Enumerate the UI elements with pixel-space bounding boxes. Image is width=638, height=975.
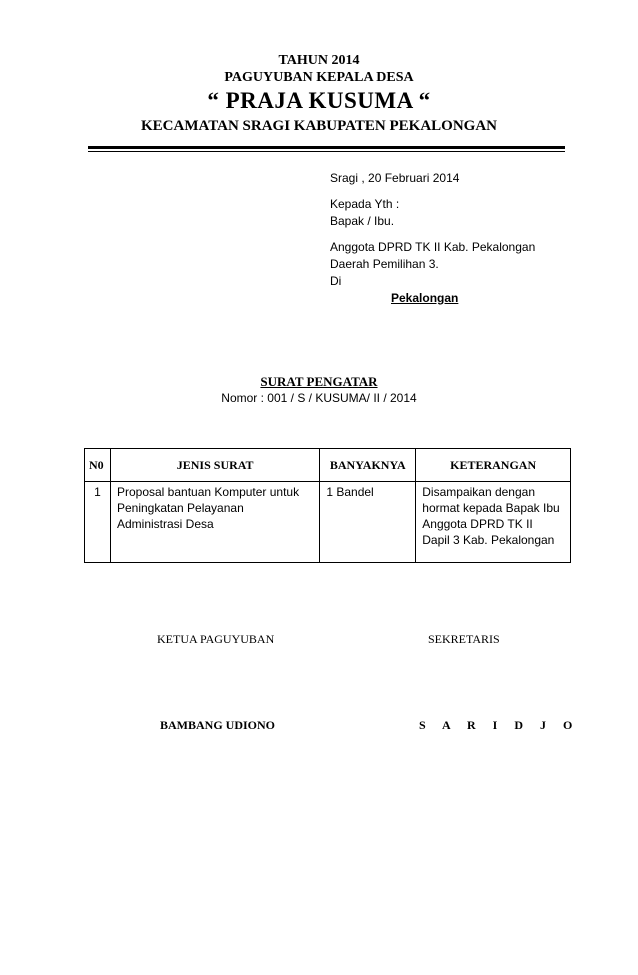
recipient-block: [330, 170, 590, 307]
addressee-line-2: Daerah Pemilihan 3.: [330, 257, 439, 271]
di-label: Di: [330, 274, 342, 288]
cell-banyaknya: 1 Bandel: [320, 482, 416, 563]
signature-title-secretary: SEKRETARIS: [428, 632, 500, 646]
document-table: [84, 448, 571, 563]
cell-line: hormat kepada Bapak Ibu: [422, 501, 560, 515]
signature-name-secretary: S A R I D J O: [419, 718, 580, 732]
header-area: KECAMATAN SRAGI KABUPATEN PEKALONGAN: [141, 118, 497, 134]
column-header-no: N0: [85, 449, 111, 482]
cell-jenis-surat: [110, 482, 319, 563]
signature-name-chair: BAMBANG UDIONO: [160, 718, 276, 732]
header-divider-thick: [88, 146, 565, 149]
header-organization: PAGUYUBAN KEPALA DESA: [224, 70, 414, 85]
salutation: Bapak / Ibu.: [330, 214, 395, 228]
place-date: Sragi , 20 Februari 2014: [330, 171, 460, 185]
table-row: [85, 482, 571, 563]
column-header-jenis-surat: JENIS SURAT: [110, 449, 319, 482]
header-organization-name: “ PRAJA KUSUMA “: [207, 88, 431, 113]
header-divider-thin: [88, 151, 565, 152]
cell-line: Disampaikan dengan: [422, 485, 536, 499]
recipient-city: Pekalongan: [391, 291, 459, 305]
header-year: TAHUN 2014: [278, 53, 360, 68]
signature-title-chair: KETUA PAGUYUBAN: [157, 632, 275, 646]
to-label: Kepada Yth :: [330, 197, 400, 211]
cell-no: 1: [85, 482, 111, 563]
column-header-banyaknya: BANYAKNYA: [320, 449, 416, 482]
cell-keterangan: [416, 482, 571, 563]
addressee-line-1: Anggota DPRD TK II Kab. Pekalongan: [330, 240, 536, 254]
column-header-keterangan: KETERANGAN: [416, 449, 571, 482]
cell-line: Proposal bantuan Komputer untuk: [116, 485, 300, 499]
letter-number: Nomor : 001 / S / KUSUMA/ II / 2014: [221, 391, 417, 405]
cell-line: Peningkatan Pelayanan: [116, 501, 244, 515]
cell-line: Anggota DPRD TK II: [422, 517, 533, 531]
letter-title: SURAT PENGATAR: [260, 374, 378, 389]
cell-line: Administrasi Desa: [116, 517, 214, 531]
table-header-row: [85, 449, 571, 482]
cell-line: Dapil 3 Kab. Pekalongan: [422, 533, 555, 547]
